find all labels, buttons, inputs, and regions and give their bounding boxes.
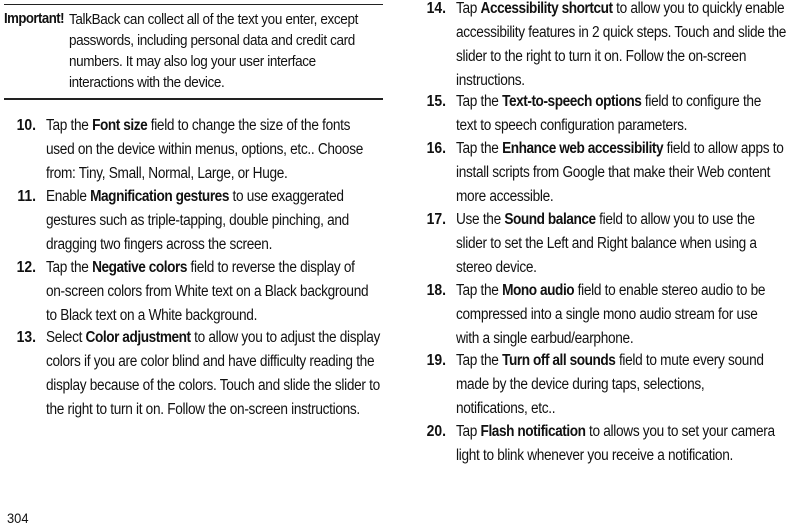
item-number: 11. [17,188,36,205]
item-rest: to allows you to set your camera light to blink whenever you receive a notification. [456,423,775,464]
item-term: Turn off all sounds [502,352,616,369]
item-number: 18. [426,282,446,299]
item-lead: Tap the [456,140,503,157]
item-text [46,326,382,422]
item-term: Text-to-speech options [502,93,642,110]
item-lead: Tap [456,0,481,17]
item-rest: field to mute every sound made by the device during taps, selections, notifications, etc.. [456,352,764,417]
important-note [4,4,383,100]
item-text [456,90,768,138]
item-number: 16. [426,140,446,157]
item-lead: Tap [456,423,481,440]
item-number: 17. [426,211,446,228]
item-number: 10. [16,117,36,134]
item-rest: field to reverse the display of on-screen colors from White text on a Black background to Black text on a White background. [46,259,369,324]
item-rest: field to configure the text to speech configuration parameters. [456,93,761,134]
item-text [456,420,799,468]
item-rest: to use exaggerated gestures such as triple-tapping, double pinching, and dragging two fingers across the screen. [46,188,349,253]
item-term: Accessibility shortcut [480,0,613,17]
item-lead: Select [46,329,86,346]
item-term: Color adjustment [85,329,191,346]
item-rest: field to allow you to use the slider to set the Left and Right balance when using a stereo device. [456,211,757,276]
item-text [456,208,782,280]
item-term: Enhance web accessibility [502,140,664,157]
item-number: 12. [16,259,36,276]
item-term: Sound balance [504,211,596,228]
item-number: 20. [426,423,446,440]
item-number: 15. [426,93,446,110]
important-label: Important! [4,10,64,27]
item-number: 13. [16,329,36,346]
item-lead: Tap the [46,259,93,276]
item-term: Magnification gestures [90,188,229,205]
page-number: 304 [7,510,29,526]
item-term: Negative colors [92,259,188,276]
item-text [456,349,773,421]
item-number: 14. [426,0,446,17]
item-term: Mono audio [502,282,575,299]
item-text [456,137,799,209]
item-lead: Tap the [456,352,503,369]
item-rest: to allow you to quickly enable accessibility features in 2 quick steps. Touch and slide the slider to the right to turn it on. Follow the on-screen instructions. [456,0,787,89]
item-lead: Use the [456,211,505,228]
item-rest: field to change the size of the fonts used on the device within menus, options, etc.. Choose from: Tiny, Small, Normal, Large, or Huge. [46,117,363,182]
item-term: Font size [92,117,148,134]
item-lead: Tap the [456,93,503,110]
item-lead: Enable [46,188,91,205]
item-term: Flash notification [480,423,586,440]
item-text [456,0,799,93]
item-lead: Tap the [46,117,93,134]
item-rest: field to enable stereo audio to be compressed into a single mono audio stream for use with a single earbud/earphone. [456,282,766,347]
item-text [456,279,782,351]
item-text [46,256,372,328]
item-rest: to allow you to adjust the display colors if you are color blind and have difficulty reading the display because of the colors. Touch and slide the slider to the right to turn it on. Follow the on-screen instructions. [46,329,381,418]
item-number: 19. [426,352,446,369]
item-text [46,114,372,186]
important-text: TalkBack can collect all of the text you enter, except passwords, including personal data and credit card numbers. It may also log your user interface interactions with the device. [69,11,358,91]
item-lead: Tap the [456,282,503,299]
item-text [46,185,372,257]
item-rest: field to allow apps to install scripts from Google that make their Web content more accessible. [456,140,784,205]
